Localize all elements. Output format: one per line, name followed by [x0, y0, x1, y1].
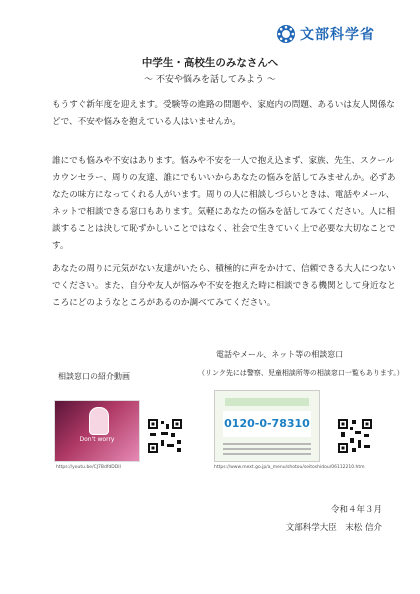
- signature: 文部科学大臣 末松 信介: [285, 523, 382, 533]
- video-url[interactable]: https://youtu.be/CJ7BdfdDDlI: [56, 465, 121, 470]
- paragraph-friends: あなたの周りに元気がない友達がいたら、積極的に声をかけて、信頼できる大人につないでください。また、自分や友人が悩みや不安を抱えた時に相談できる機関として身近なところにどのようなところがあるのか調べてみてください。: [52, 264, 396, 308]
- site-text-lines: [223, 443, 311, 445]
- paragraph-advice: 誰にでも悩みや不安はあります。悩みや不安を一人で抱え込まず、家族、先生、スクールカウンセラー、周りの友達、誰にでもいいからあなたの悩みを話してみませんか。必ずあなたの味方になってくれる人がいます。周りの人に相談しづらいときは、電話やメール、ネットで相談できる窓口もあります。気軽にあなたの悩みを話してみてください。人に相談することは決して恥ずかしいことではなく、社会で生きていく上で必要な大切なことです。: [52, 156, 396, 251]
- contacts-note: （リンク先には警察、児童相談所等の相談窓口一覧もあります。）: [198, 369, 404, 377]
- video-thumbnail[interactable]: [54, 400, 140, 462]
- video-qr-code-icon[interactable]: [147, 418, 183, 454]
- mext-emblem-icon: [276, 24, 296, 44]
- character-illustration: [89, 407, 109, 435]
- contacts-qr-code-icon[interactable]: [337, 418, 373, 454]
- issue-date: 令和４年３月: [330, 505, 382, 515]
- page-subtitle: ～ 不安や悩みを話してみよう ～: [144, 75, 276, 85]
- contacts-url[interactable]: https://www.mext.go.jp/a_menu/shotou/seitoshidou/06112210.htm: [214, 465, 365, 470]
- page-title: 中学生・高校生のみなさんへ: [141, 57, 279, 69]
- site-banner: [225, 398, 309, 406]
- contacts-label: 電話やメール、ネット等の相談窓口: [216, 350, 344, 359]
- video-label: 相談窓口の紹介動画: [58, 372, 130, 381]
- ministry-logo: [276, 24, 375, 44]
- hotline-number: 0120-0-78310: [223, 411, 311, 437]
- ministry-name: 文部科学省: [300, 27, 375, 43]
- paragraph-intro: もうすぐ新年度を迎えます。受験等の進路の問題や、家庭内の問題、あるいは友人関係などで、不安や悩みを抱えている人はいませんか。: [52, 100, 395, 127]
- video-caption: Don't worry: [79, 436, 115, 443]
- consultation-site-thumbnail[interactable]: [214, 390, 320, 462]
